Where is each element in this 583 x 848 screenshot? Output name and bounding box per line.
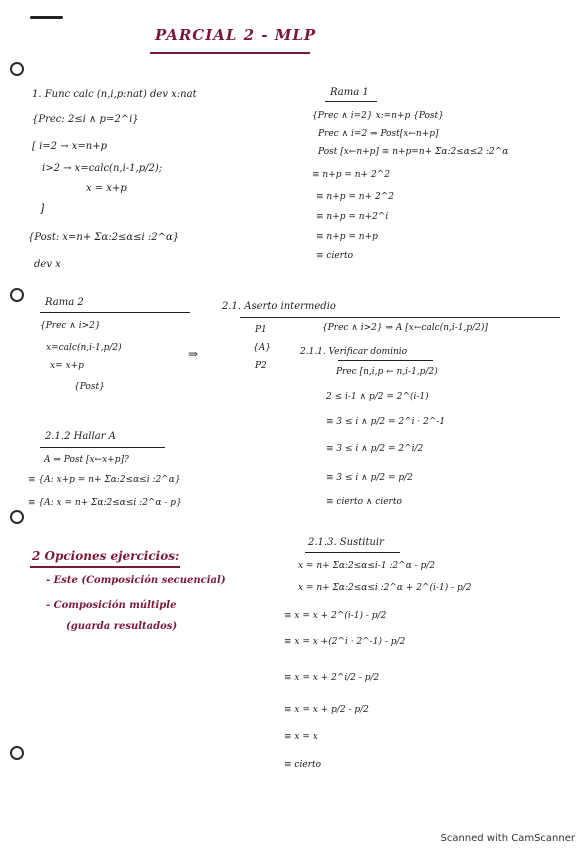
rama2-line: {Post} <box>74 382 105 392</box>
rama1-line: Post [x←n+p] ≡ n+p=n+ Σα:2≤α≤2 :2^α <box>318 147 509 157</box>
rama1-line: ≡ cierto <box>316 251 353 261</box>
verif-line: ≡ 3 ≤ i ∧ p/2 = 2^i/2 <box>326 444 424 454</box>
implies-arrow: ⇒ <box>188 347 199 361</box>
rama2-underline <box>40 312 190 313</box>
opciones-item: (guarda resultados) <box>66 621 178 632</box>
post-line: {Post: x=n+ Σα:2≤α≤i :2^α} <box>28 232 180 243</box>
rama1-line: ≡ n+p = n+ 2^2 <box>316 192 394 202</box>
sustituir-line: x = n+ Σα:2≤α≤i-1 :2^α - p/2 <box>298 561 436 571</box>
sustituir-line: ≡ x = x + 2^i/2 - p/2 <box>284 673 380 683</box>
rama1-title: Rama 1 <box>330 87 369 98</box>
verif-line: ≡ 3 ≤ i ∧ p/2 = p/2 <box>326 473 413 483</box>
binder-hole-middle <box>10 288 24 302</box>
rama1-line: ≡ n+p = n+ 2^2 <box>312 170 390 180</box>
title-underline <box>150 52 310 54</box>
verif-line: ≡ cierto ∧ cierto <box>326 497 402 507</box>
func-header: 1. Func calc (n,i,p:nat) dev x:nat <box>32 89 197 100</box>
hallar-title: 2.1.2 Hallar A <box>45 431 116 442</box>
rama1-line: {Prec ∧ i=2} x:=n+p {Post} <box>312 111 444 121</box>
opciones-underline <box>30 566 180 568</box>
rama1-line: ≡ n+p = n+p <box>316 232 378 242</box>
p2-label: P2 <box>255 361 267 371</box>
rama1-line: Prec ∧ i=2 ⇒ Post[x←n+p] <box>318 129 439 139</box>
opciones-item: - Este (Composición secuencial) <box>46 575 226 586</box>
sustituir-line: ≡ cierto <box>284 760 321 770</box>
scanner-watermark: Scanned with CamScanner <box>440 833 575 844</box>
p1-text: {Prec ∧ i>2} ⇒ A [x←calc(n,i-1,p/2)] <box>322 323 488 333</box>
rama1-line: ≡ n+p = n+2^i <box>316 212 389 222</box>
sustituir-line: ≡ x = x + p/2 - p/2 <box>284 705 369 715</box>
binder-hole-lower <box>10 510 24 524</box>
ha-label: {A} <box>253 343 271 353</box>
branch2-guard: i>2 → x=calc(n,i-1,p/2); <box>42 163 163 174</box>
verif-line: ≡ 3 ≤ i ∧ p/2 = 2^i · 2^-1 <box>326 417 446 427</box>
dev-line: dev x <box>34 259 61 270</box>
asserto-title: 2.1. Aserto intermedio <box>222 301 336 312</box>
branch1-guard: [ i=2 → x=n+p <box>32 141 107 152</box>
close-bracket: ] <box>40 202 45 215</box>
branch2-assign: x = x+p <box>86 183 127 194</box>
p1-label: P1 <box>255 325 267 335</box>
sustituir-underline <box>305 552 400 553</box>
page-title: PARCIAL 2 - MLP <box>155 26 317 44</box>
sustituir-line: x = n+ Σα:2≤α≤i :2^α + 2^(i-1) - p/2 <box>298 583 472 593</box>
rama1-underline <box>325 101 377 102</box>
binder-hole-bottom <box>10 746 24 760</box>
verif-title: 2.1.1. Verificar dominio <box>300 347 408 357</box>
prec-line: {Prec: 2≤i ∧ p=2^i} <box>32 114 139 125</box>
hallar-line: ≡ {A: x = n+ Σα:2≤α≤i :2^α - p} <box>28 498 182 508</box>
opciones-title: 2 Opciones ejercicios: <box>32 549 180 563</box>
sustituir-line: ≡ x = x + 2^(i-1) - p/2 <box>284 611 387 621</box>
rama2-title: Rama 2 <box>45 297 84 308</box>
rama2-line: x= x+p <box>50 361 84 371</box>
sustituir-line: ≡ x = x <box>284 732 318 742</box>
verif-underline <box>338 360 433 361</box>
asserto-underline <box>240 317 560 318</box>
hallar-line: A ⇒ Post [x←x+p]? <box>44 455 129 465</box>
verif-line: Prec [n,i,p ← n,i-1,p/2) <box>336 367 438 377</box>
hallar-line: ≡ {A: x+p = n+ Σα:2≤α≤i :2^α} <box>28 475 181 485</box>
pen-mark <box>30 16 63 19</box>
hallar-underline <box>40 447 165 448</box>
sustituir-title: 2.1.3. Sustituir <box>308 537 384 548</box>
binder-hole-top <box>10 62 24 76</box>
rama2-line: x=calc(n,i-1,p/2) <box>46 343 122 353</box>
rama2-line: {Prec ∧ i>2} <box>40 321 101 331</box>
opciones-item: - Composición múltiple <box>46 600 177 611</box>
verif-line: 2 ≤ i-1 ∧ p/2 = 2^(i-1) <box>326 392 429 402</box>
sustituir-line: ≡ x = x +(2^i · 2^-1) - p/2 <box>284 637 406 647</box>
